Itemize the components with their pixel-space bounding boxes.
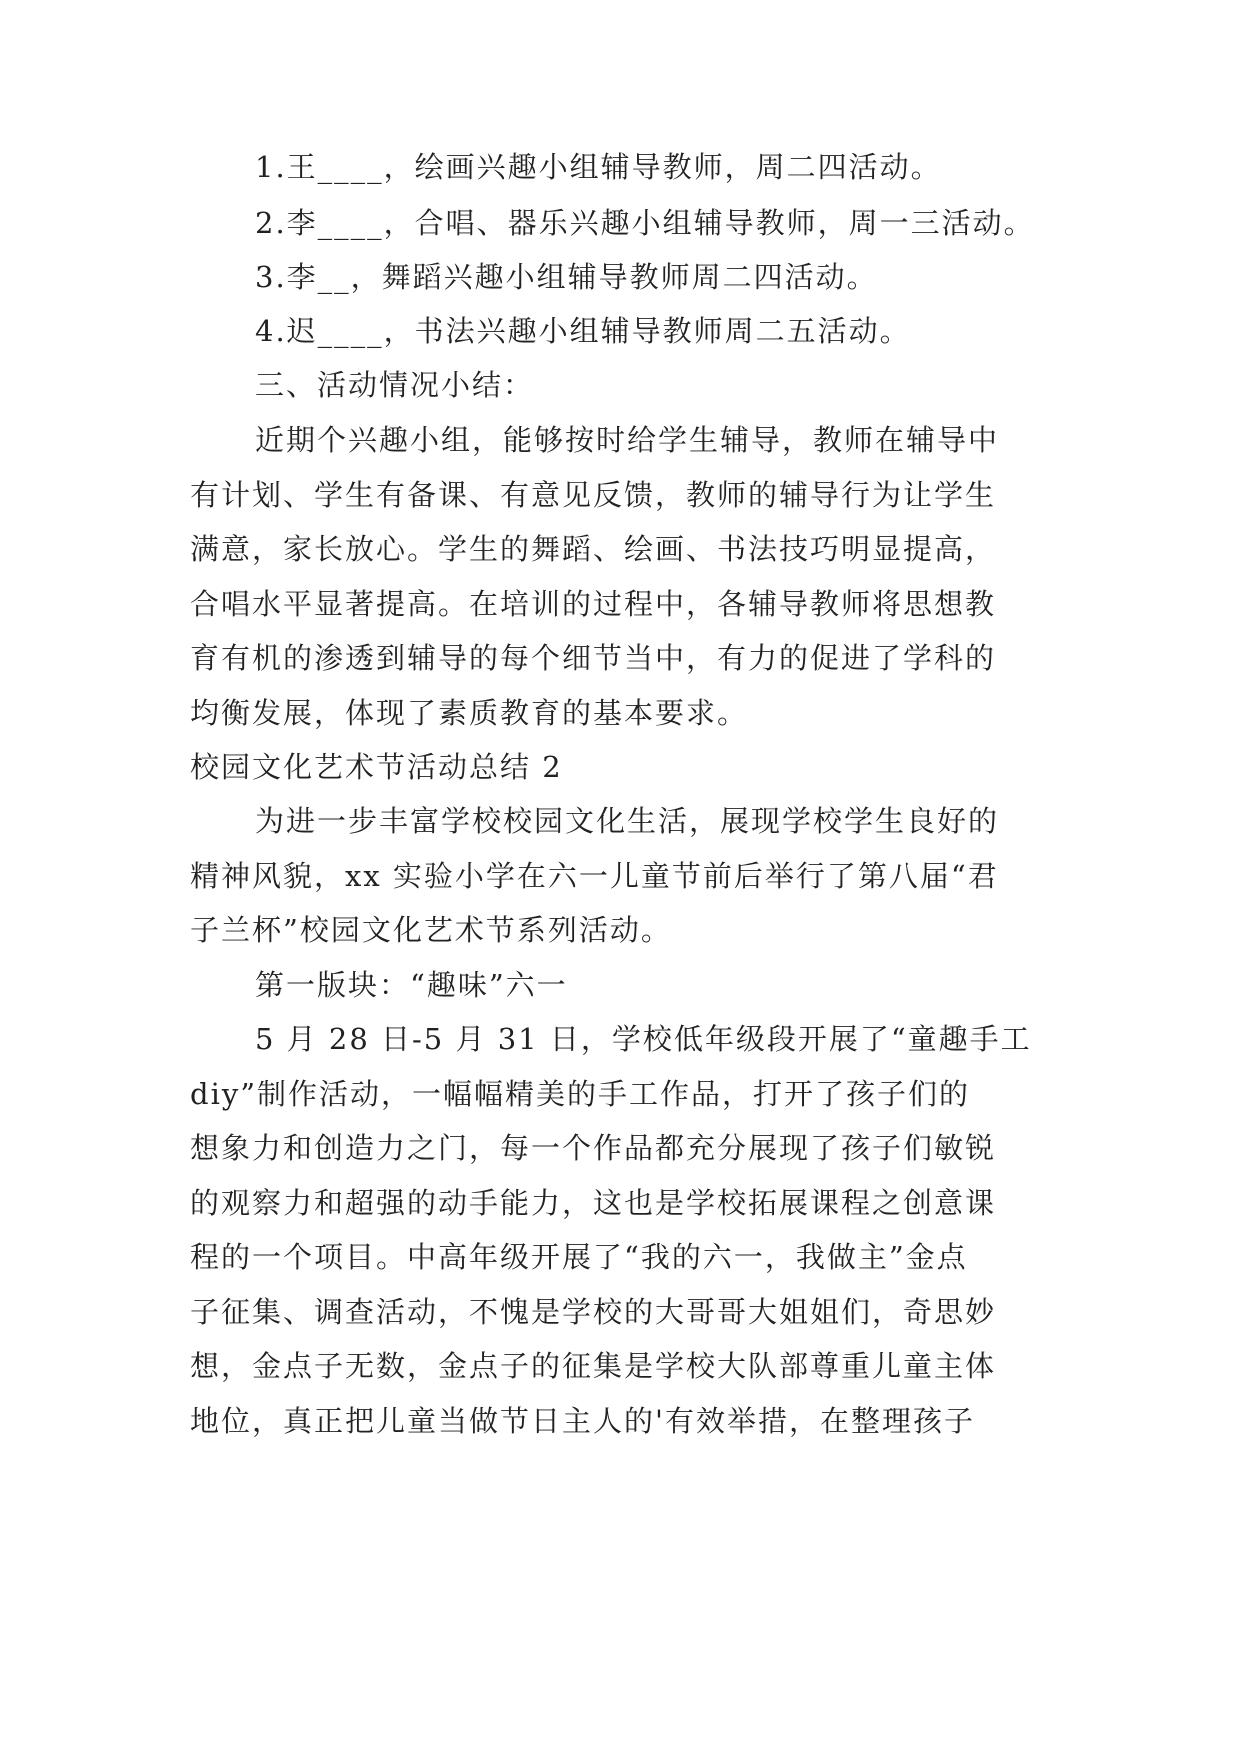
- paragraph-line: 为进一步丰富学校校园文化生活，展现学校学生良好的: [255, 804, 1000, 838]
- paragraph-line: 的观察力和超强的动手能力，这也是学校拓展课程之创意课: [190, 1186, 997, 1220]
- section-heading-first-block: 第一版块：“趣味”六一: [255, 968, 568, 1002]
- list-item-li-dance: 3.李__，舞蹈兴趣小组辅导教师周二四活动。: [255, 260, 878, 294]
- list-item-wang: 1.王____，绘画兴趣小组辅导教师，周二四活动。: [255, 150, 942, 184]
- paragraph-line: 近期个兴趣小组，能够按时给学生辅导，教师在辅导中: [255, 423, 1000, 457]
- section-heading-summary: 三、活动情况小结：: [255, 368, 535, 402]
- paragraph-line: 地位，真正把儿童当做节日主人的'有效举措，在整理孩子: [190, 1404, 975, 1438]
- paragraph-line: 满意，家长放心。学生的舞蹈、绘画、书法技巧明显提高，: [190, 532, 997, 566]
- paragraph-line: 有计划、学生有备课、有意见反馈，教师的辅导行为让学生: [190, 478, 997, 512]
- paragraph-line: 程的一个项目。中高年级开展了“我的六一，我做主”金点: [190, 1240, 968, 1274]
- paragraph-line: 想象力和创造力之门，每一个作品都充分展现了孩子们敏锐: [190, 1131, 997, 1165]
- paragraph-line: diy”制作活动，一幅幅精美的手工作品，打开了孩子们的: [190, 1077, 971, 1111]
- paragraph-line: 5 月 28 日-5 月 31 日，学校低年级段开展了“童趣手工: [255, 1022, 1032, 1056]
- paragraph-line: 子兰杯”校园文化艺术节系列活动。: [190, 913, 672, 947]
- paragraph-line: 合唱水平显著提高。在培训的过程中，各辅导教师将思想教: [190, 587, 997, 621]
- list-item-chi: 4.迟____，书法兴趣小组辅导教师周二五活动。: [255, 314, 911, 348]
- paragraph-line: 育有机的渗透到辅导的每个细节当中，有力的促进了学科的: [190, 641, 997, 675]
- paragraph-line: 精神风貌，xx 实验小学在六一儿童节前后举行了第八届“君: [190, 859, 999, 893]
- paragraph-line: 均衡发展，体现了素质教育的基本要求。: [190, 696, 749, 730]
- paragraph-line: 想，金点子无数，金点子的征集是学校大队部尊重儿童主体: [190, 1349, 997, 1383]
- list-item-li-choir: 2.李____，合唱、器乐兴趣小组辅导教师，周一三活动。: [255, 206, 1035, 240]
- paragraph-line: 子征集、调查活动，不愧是学校的大哥哥大姐姐们，奇思妙: [190, 1295, 997, 1329]
- article-title: 校园文化艺术节活动总结 2: [190, 750, 563, 784]
